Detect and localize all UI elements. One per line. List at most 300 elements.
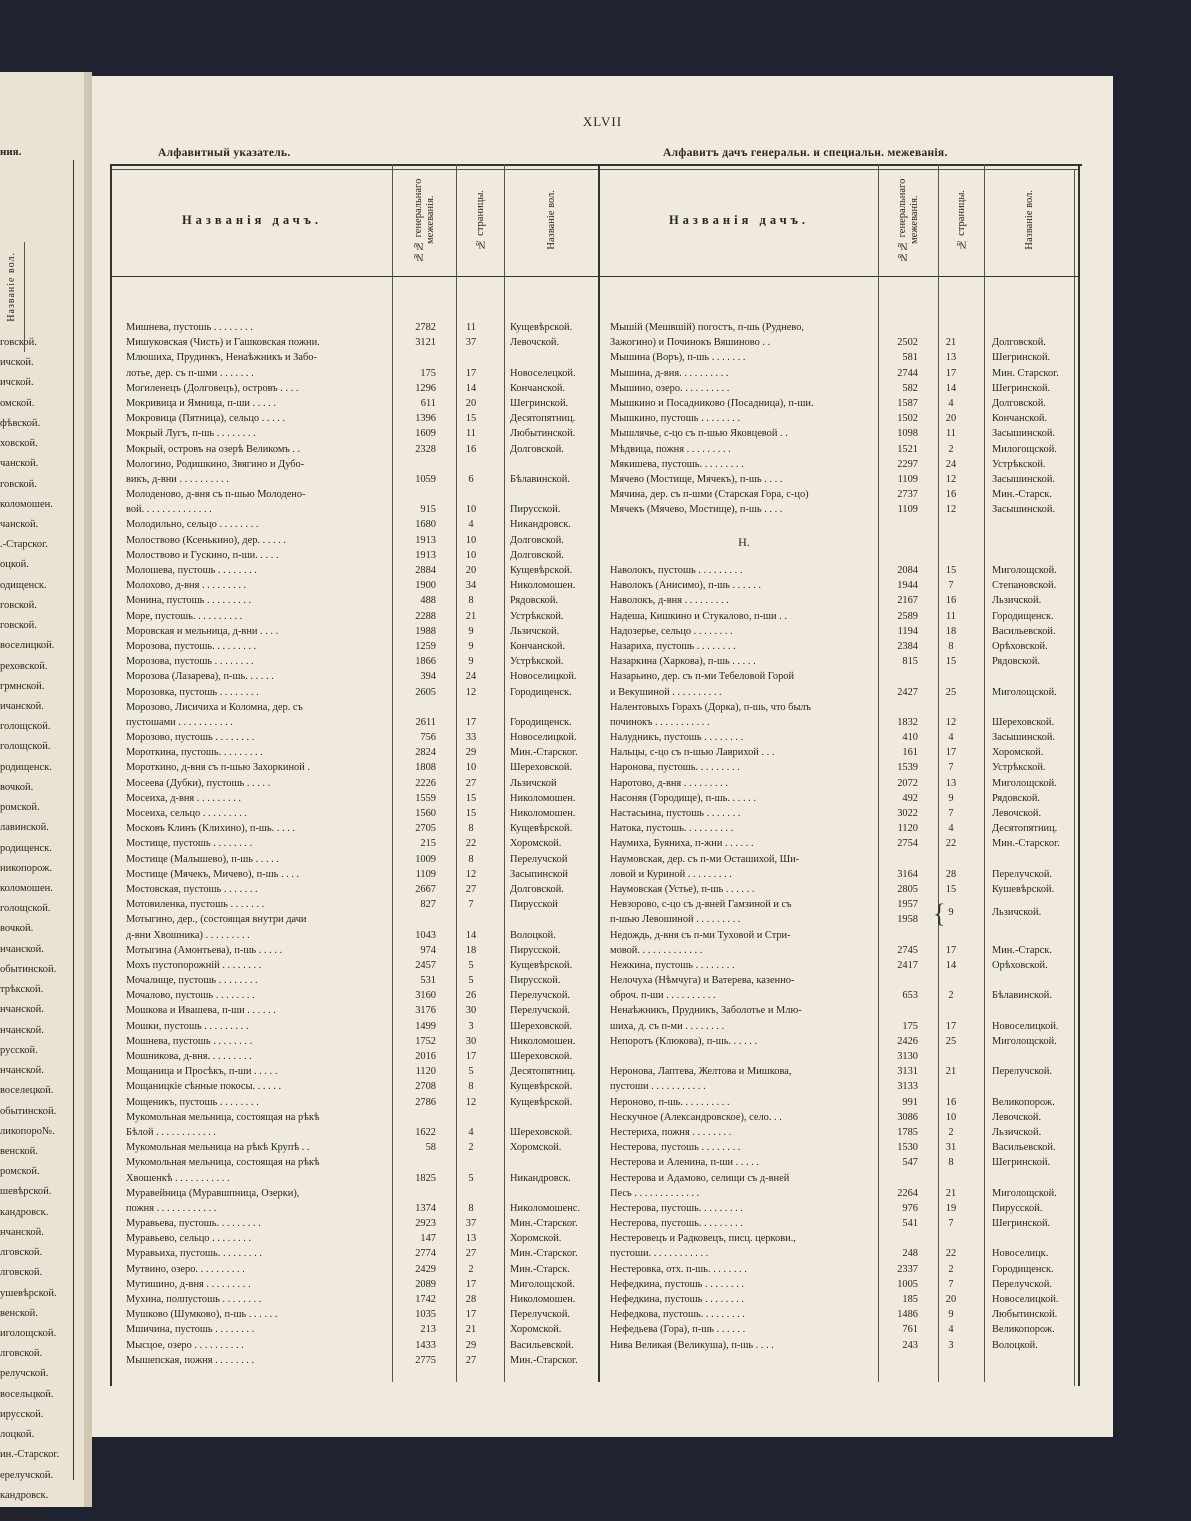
- prev-column-header: Названіе вол.: [4, 242, 25, 352]
- entry-general-number: 761: [902, 1324, 918, 1336]
- entry-general-number: 1433: [415, 1339, 436, 1351]
- entry-page-number: 9: [468, 656, 474, 668]
- entry-volost: Засыпинской: [510, 868, 568, 880]
- entry-page-number: 10: [945, 1111, 957, 1123]
- entry-page-number: 20: [465, 397, 477, 409]
- entry-name: оброч. п-ши . . . . . . . . . .: [610, 990, 716, 1002]
- entry-page-number: 8: [948, 1157, 954, 1169]
- entry-page-number: 15: [465, 413, 477, 425]
- entry-general-number: 1043: [415, 929, 436, 941]
- entry-volost: Десятопятниц.: [510, 1066, 576, 1078]
- entry-volost: Любытинской.: [992, 1309, 1058, 1321]
- entry-volost: Пирусской.: [510, 975, 561, 987]
- entry-page-number: 14: [945, 959, 957, 971]
- header-gen-left: №№ генеральнаго межеванія.: [412, 178, 436, 262]
- prev-fragment: релучской.: [0, 1368, 49, 1380]
- entry-name: Нескучное (Александровское), село. . .: [610, 1111, 782, 1123]
- entry-volost: Орѣховской.: [992, 640, 1048, 652]
- prev-fragment: родищенск.: [0, 761, 52, 773]
- entry-name: Назариха, пустошь . . . . . . . .: [610, 640, 736, 652]
- entry-name: Зажогино) и Починокъ Вяшиново . .: [610, 337, 771, 349]
- entry-name: Мутишино, д-вня . . . . . . . . .: [126, 1278, 251, 1290]
- entry-volost: Милогощской.: [992, 443, 1057, 455]
- prev-fragment: реховской.: [0, 660, 48, 672]
- entry-name: Могиленецъ (Долговецъ), островъ . . . .: [126, 382, 299, 394]
- entry-general-number: 541: [902, 1218, 918, 1230]
- entry-volost: Новоселицк.: [992, 1248, 1049, 1260]
- entry-name: Наумовская (Устье), п-шь . . . . . .: [610, 883, 755, 895]
- entry-name: Морозовка, пустошь . . . . . . . .: [126, 686, 259, 698]
- entry-general-number: 2384: [897, 640, 918, 652]
- entry-general-number: 2417: [897, 959, 918, 971]
- prev-fragment: нчанской.: [0, 943, 44, 955]
- entry-volost: Устрѣкской.: [510, 656, 564, 668]
- entry-page-number: 16: [945, 595, 957, 607]
- entry-general-number: 2754: [897, 838, 918, 850]
- entry-name: Муравьево, сельцо . . . . . . . .: [126, 1233, 252, 1245]
- entry-general-number: 2775: [415, 1354, 436, 1366]
- entry-volost: Льзичской.: [992, 1126, 1042, 1138]
- entry-general-number: 1913: [415, 534, 436, 546]
- entry-volost: Васильевской.: [992, 625, 1056, 637]
- entry-name: Морозово, Лисичиха и Коломна, дер. съ: [126, 701, 303, 713]
- entry-volost: Волоцкой.: [510, 929, 556, 941]
- entry-general-number: 1521: [897, 443, 918, 455]
- entry-name: Мутвино, озеро. . . . . . . . . .: [126, 1263, 245, 1275]
- entry-name: Мышина, д-вня. . . . . . . . . .: [610, 367, 729, 379]
- entry-name: Мишнева, пустошь . . . . . . . .: [126, 322, 253, 333]
- entry-name: Нефедьева (Гора), п-шь . . . . . .: [610, 1324, 746, 1336]
- entry-name: пустошами . . . . . . . . . . .: [126, 716, 233, 728]
- entry-page-number: 6: [468, 473, 474, 485]
- entry-general-number: 1098: [897, 428, 918, 440]
- entry-page-number: 13: [945, 352, 957, 364]
- entry-name: Мощаница и Просѣкъ, п-ши . . . . .: [126, 1066, 278, 1078]
- frame-right-rule-inner: [1074, 169, 1075, 1386]
- header-names-right: Названія дачъ.: [668, 212, 810, 227]
- prev-fragment: никопорож.: [0, 862, 53, 874]
- entry-volost: Кущевѣрской.: [510, 1081, 573, 1093]
- entry-volost: Бѣлавинской.: [992, 990, 1052, 1002]
- entry-general-number: 3086: [897, 1111, 918, 1123]
- entry-general-number: 1009: [415, 853, 436, 865]
- entry-page-number: 27: [465, 883, 477, 895]
- entry-page-number: 11: [945, 428, 956, 440]
- entry-general-number: 1296: [415, 382, 436, 394]
- prev-fragment: обытинской.: [0, 963, 57, 975]
- entry-volost: Орѣховской.: [992, 959, 1048, 971]
- entry-name: шиха, д. съ п-ми . . . . . . . .: [610, 1020, 725, 1032]
- entry-name: Мосеиха, сельцо . . . . . . . . .: [126, 808, 247, 819]
- prev-fragment: воселецкой.: [0, 1085, 54, 1097]
- entry-volost: Пирусской.: [510, 944, 561, 956]
- entry-name: Нестериха, пожня . . . . . . . .: [610, 1126, 732, 1138]
- entry-name: Надеша, Кишкино и Стукалово, п-ши . .: [610, 610, 788, 622]
- entry-general-number: 2611: [415, 716, 436, 728]
- entry-volost: Николомошен.: [510, 580, 576, 592]
- entry-volost: Шегринской.: [992, 382, 1051, 394]
- entry-general-number: 3164: [897, 868, 918, 880]
- entry-page-number: 37: [465, 1218, 477, 1230]
- header-page-left: № страницы.: [474, 190, 486, 250]
- entry-name: Нестерова, пустошь. . . . . . . . .: [610, 1202, 743, 1214]
- entry-name: п-шью Левошиной . . . . . . . . .: [610, 914, 741, 926]
- entry-general-number: 175: [902, 1020, 918, 1032]
- header-vol-left: Названіе вол.: [545, 190, 557, 250]
- entry-general-number: 915: [420, 504, 436, 516]
- entry-name: Мочалово, пустошь . . . . . . . .: [126, 990, 255, 1002]
- entry-name: Натока, пустошь. . . . . . . . . .: [610, 823, 734, 835]
- entry-name: Невзорово, с-цо съ д-вней Гамзиной и съ: [610, 899, 792, 911]
- entry-volost: Шереховской.: [510, 1020, 573, 1032]
- entry-volost: Засышинской.: [992, 473, 1056, 485]
- entry-page-number: 24: [465, 671, 477, 683]
- entry-volost: Шереховской.: [510, 1051, 573, 1062]
- entry-general-number: 1194: [897, 625, 918, 637]
- prev-fragment: кандровск.: [0, 1206, 49, 1218]
- entry-name: Морозова, пустошь . . . . . . . .: [126, 656, 254, 668]
- entry-name: Мощаницкіе сѣнные покосы. . . . . .: [126, 1081, 282, 1093]
- entry-volost: Мин. Старског.: [992, 367, 1059, 379]
- entry-general-number: 2605: [415, 686, 436, 698]
- entry-general-number: 2457: [415, 959, 436, 971]
- entry-volost: Николомошен.: [510, 808, 576, 819]
- entry-general-number: 531: [420, 975, 436, 987]
- prev-fragment: кандровск.: [0, 1489, 49, 1501]
- entry-name: и Векушиной . . . . . . . . . .: [610, 686, 722, 698]
- entry-volost: Шереховской.: [992, 716, 1055, 728]
- entry-name: Настасьина, пустошь . . . . . . .: [610, 808, 741, 819]
- entry-volost: Кущевѣрской.: [510, 823, 573, 835]
- entry-page-number: 12: [945, 473, 957, 485]
- entry-general-number: 581: [902, 352, 918, 364]
- entry-name: Мочалище, пустошь . . . . . . . .: [126, 975, 258, 987]
- entry-general-number: 2084: [897, 565, 918, 576]
- entry-name: д-вни Хвошника) . . . . . . . . .: [126, 929, 250, 941]
- prev-fragment: ичской.: [0, 377, 34, 389]
- entry-page-number: 16: [945, 489, 957, 501]
- entry-name: Нелочуха (Нѣмчуга) и Ватерева, казенно-: [610, 975, 795, 987]
- entry-general-number: 1259: [415, 640, 436, 652]
- entry-general-number: 1560: [415, 808, 436, 819]
- prev-fragment: ичанской.: [0, 701, 44, 713]
- entry-general-number: 3133: [897, 1081, 918, 1093]
- entry-general-number: 3130: [897, 1051, 918, 1062]
- entry-page-number: 8: [468, 823, 474, 835]
- entry-name: Молоствово (Ксенькино), дер. . . . . .: [126, 534, 286, 546]
- entry-general-number: 2705: [415, 823, 436, 835]
- col-divider: [984, 164, 985, 1382]
- entry-name: Мокровица (Пятница), сельцо . . . . .: [126, 413, 286, 425]
- entry-general-number: 976: [902, 1202, 918, 1214]
- entry-volost: Льзичской.: [992, 907, 1042, 919]
- prev-fragment: русской.: [0, 1044, 38, 1056]
- prev-fragment: нчанской.: [0, 1024, 44, 1036]
- entry-page-number: 17: [465, 367, 477, 379]
- entry-volost: Васильевской.: [992, 1142, 1056, 1154]
- entry-name: Наволокъ, пустошь . . . . . . . . .: [610, 565, 743, 576]
- entry-general-number: 2708: [415, 1081, 436, 1093]
- entry-general-number: 3121: [415, 337, 436, 349]
- entry-page-number: 16: [945, 1096, 957, 1108]
- entry-name: Московъ Клинъ (Клихино), п-шь. . . . .: [126, 823, 296, 835]
- entry-volost: Шегринской.: [992, 1218, 1051, 1230]
- entry-volost: Мин.-Старског.: [510, 1218, 578, 1230]
- entry-general-number: 1109: [415, 868, 436, 880]
- entry-volost: Николомошен.: [510, 1035, 576, 1047]
- entry-general-number: 394: [420, 671, 436, 683]
- entry-general-number: 1958: [897, 914, 918, 926]
- entry-name: Мячекъ (Мячево, Мостище), п-шь . . . .: [610, 504, 783, 516]
- entry-volost: Перелучской.: [510, 1005, 571, 1017]
- entry-name: Мукомольная мельница, состоящая на рѣкѣ: [126, 1157, 320, 1169]
- entry-name: Налудникъ, пустошь . . . . . . . .: [610, 732, 744, 744]
- entry-page-number: 17: [945, 747, 957, 759]
- entry-name: Нефедкова, пустошь. . . . . . . . .: [610, 1309, 745, 1321]
- entry-page-number: 8: [468, 1081, 474, 1093]
- entry-general-number: 991: [902, 1096, 918, 1108]
- entry-page-number: 14: [465, 382, 477, 394]
- entry-volost: Перелучской.: [992, 1278, 1053, 1290]
- entry-volost: Левочской.: [992, 1111, 1042, 1123]
- prev-fragment: восельцкой.: [0, 1388, 54, 1400]
- prev-fragment: венской.: [0, 1145, 38, 1157]
- entry-volost: Городищенск.: [992, 610, 1054, 622]
- entry-volost: Левочской.: [510, 337, 560, 349]
- entry-name: Мотыгино, дер., (состоящая внутри дачи: [126, 914, 307, 926]
- entry-volost: Засышинской.: [992, 504, 1056, 516]
- entry-name: Мосеева (Дубки), пустошь . . . . .: [126, 777, 271, 789]
- prev-fragment: коломошен.: [0, 883, 53, 895]
- entry-name: Мышкино и Посадниково (Посадница), п-ши.: [610, 397, 814, 409]
- entry-general-number: 611: [420, 397, 436, 409]
- entry-page-number: 20: [945, 413, 957, 425]
- prev-frame-line: [73, 160, 74, 1480]
- entry-page-number: 17: [945, 367, 957, 379]
- prev-fragment: говской.: [0, 478, 37, 490]
- entry-general-number: 1374: [415, 1202, 436, 1214]
- frame-left-rule: [110, 164, 112, 1386]
- entry-name: Молохово, д-вня . . . . . . . . .: [126, 580, 247, 592]
- prev-fragment: голощской.: [0, 741, 51, 753]
- entry-page-number: 22: [465, 838, 477, 850]
- entry-page-number: 12: [945, 504, 957, 516]
- entry-general-number: 147: [420, 1233, 436, 1245]
- entry-page-number: 15: [465, 792, 477, 804]
- entry-page-number: 24: [945, 458, 957, 470]
- entry-name: Мокрый, островъ на озерѣ Великомъ . .: [126, 443, 301, 455]
- entry-general-number: 1742: [415, 1294, 436, 1305]
- entry-name: Мотыгина (Амонтьева), п-шь . . . . .: [126, 944, 283, 956]
- entry-volost: Мин.-Старског.: [510, 1354, 578, 1366]
- section-letter: Н.: [738, 534, 750, 549]
- entry-name: Хвошенкѣ . . . . . . . . . . .: [126, 1172, 230, 1184]
- entry-name: Наротово, д-вня . . . . . . . . .: [610, 777, 728, 789]
- entry-page-number: 14: [945, 382, 957, 394]
- entry-page-number: 9: [468, 640, 474, 652]
- entry-page-number: 15: [945, 656, 957, 668]
- entry-page-number: 9: [948, 907, 954, 919]
- entry-general-number: 492: [902, 792, 918, 804]
- entry-volost: Левочской.: [992, 808, 1042, 819]
- entry-general-number: 1035: [415, 1309, 436, 1321]
- entry-general-number: 2089: [415, 1278, 436, 1290]
- entry-volost: Кущевѣрской.: [510, 322, 573, 333]
- entry-page-number: 4: [468, 1126, 474, 1138]
- entry-page-number: 30: [465, 1005, 477, 1017]
- entry-name: Мукомольная мельница, состоящая на рѣкѣ: [126, 1111, 320, 1123]
- entry-page-number: 11: [465, 322, 476, 333]
- entry-page-number: 17: [945, 944, 957, 956]
- entry-page-number: 7: [948, 580, 954, 592]
- entry-name: пустоши . . . . . . . . . . .: [610, 1081, 706, 1093]
- entry-general-number: 1530: [897, 1142, 918, 1154]
- entry-page-number: 8: [468, 595, 474, 607]
- entry-page-number: 21: [945, 337, 957, 349]
- entry-volost: Городищенск.: [510, 716, 572, 728]
- entry-volost: Бѣлавинской.: [510, 473, 570, 485]
- entry-page-number: 15: [945, 883, 957, 895]
- entry-volost: Хоромской.: [510, 1142, 562, 1154]
- entry-volost: Миголощской.: [992, 1187, 1057, 1199]
- entry-name: Мухина, полпустошь . . . . . . . .: [126, 1294, 262, 1305]
- entry-general-number: 1486: [897, 1309, 918, 1321]
- entry-volost: Льзичской.: [992, 595, 1042, 607]
- entry-volost: Устрѣкской.: [992, 458, 1046, 470]
- entry-name: Ненаѣжникъ, Прудникъ, Заболотье и Млю-: [610, 1005, 802, 1017]
- entry-volost: Перелучской.: [510, 990, 571, 1002]
- entry-name: Молошева, пустошь . . . . . . . .: [126, 565, 257, 576]
- entry-general-number: 2884: [415, 565, 436, 576]
- prev-fragment: трѣкской.: [0, 984, 44, 996]
- prev-fragment: говской.: [0, 599, 37, 611]
- entry-volost: Мин.-Старск.: [510, 1263, 570, 1275]
- entry-name: Наволокъ, д-вня . . . . . . . . .: [610, 595, 729, 607]
- entry-name: Мологино, Родишкино, Звягино и Дубо-: [126, 458, 305, 470]
- prev-fragment: голощской.: [0, 903, 51, 915]
- entry-name: Мысцое, озеро . . . . . . . . . .: [126, 1339, 244, 1351]
- entry-general-number: 2328: [415, 443, 436, 455]
- entry-name: Муравьиха, пустошь. . . . . . . . .: [126, 1248, 262, 1260]
- entry-volost: Хоромской.: [510, 1233, 562, 1245]
- entry-page-number: 21: [945, 1066, 957, 1078]
- prev-fragment: ромской.: [0, 1166, 40, 1178]
- entry-page-number: 4: [468, 519, 474, 531]
- entry-name: Мячина, дер. съ п-шми (Старская Гора, с-цо): [610, 489, 809, 501]
- prev-running-head: ния.: [0, 146, 22, 158]
- frame-right-rule: [1078, 164, 1080, 1386]
- entry-page-number: 27: [465, 1248, 477, 1260]
- entry-volost: Кущевѣрской.: [510, 565, 573, 576]
- entry-name: Мукомольная мельница на рѣкѣ Крупѣ . .: [126, 1142, 310, 1154]
- entry-general-number: 2297: [897, 458, 918, 470]
- entry-page-number: 18: [945, 625, 957, 637]
- entry-name: Наронова, пустошь. . . . . . . . .: [610, 762, 740, 774]
- entry-page-number: 33: [465, 732, 477, 744]
- entry-volost: Перелучской: [510, 853, 568, 865]
- entry-general-number: 1622: [415, 1126, 436, 1138]
- entry-name: Мшичина, пустошь . . . . . . . .: [126, 1324, 255, 1336]
- entry-volost: Кушевѣрской.: [992, 883, 1055, 895]
- entry-page-number: 15: [465, 808, 477, 819]
- entry-volost: Любытинской.: [510, 428, 576, 440]
- entry-page-number: 12: [465, 686, 477, 698]
- entry-page-number: 20: [945, 1294, 957, 1305]
- entry-volost: Миголощской.: [992, 1035, 1057, 1047]
- prev-fragment: ховской.: [0, 438, 38, 450]
- prev-fragment: ушевѣрской.: [0, 1287, 57, 1299]
- page-folio: XLVII: [582, 114, 623, 129]
- entry-page-number: 17: [465, 1051, 477, 1062]
- header-vol-right: Названіе вол.: [1023, 190, 1035, 250]
- entry-general-number: 2744: [897, 367, 918, 379]
- entry-general-number: 2337: [897, 1263, 918, 1275]
- prev-fragment: нчанской.: [0, 1226, 44, 1238]
- entry-general-number: 1499: [415, 1020, 436, 1032]
- entry-page-number: 14: [465, 929, 477, 941]
- prev-fragment: лавинской.: [0, 822, 49, 834]
- entry-name: Муравейница (Муравшпница, Озерки),: [126, 1187, 300, 1199]
- entry-page-number: 5: [468, 975, 474, 987]
- entry-page-number: 17: [465, 1309, 477, 1321]
- entry-general-number: 1609: [415, 428, 436, 440]
- brace-mark: {: [933, 899, 946, 929]
- entry-name: починокъ . . . . . . . . . . .: [610, 716, 710, 728]
- entry-general-number: 1059: [415, 473, 436, 485]
- entry-name: Мокрый Лугъ, п-шь . . . . . . . .: [126, 428, 256, 440]
- entry-name: вой. . . . . . . . . . . . . .: [126, 504, 212, 516]
- entry-volost: Мин.-Старск.: [992, 944, 1052, 956]
- entry-page-number: 29: [465, 747, 477, 759]
- entry-name: Неронова, Лаптева, Желтова и Мишкова,: [610, 1066, 792, 1078]
- entry-general-number: 1944: [897, 580, 918, 592]
- entry-name: Млюшиха, Прудинкъ, Ненаѣжникъ и Забо-: [126, 352, 317, 364]
- entry-page-number: 5: [468, 1172, 474, 1184]
- entry-volost: Кончанской.: [510, 640, 566, 652]
- entry-page-number: 28: [465, 1294, 477, 1305]
- entry-page-number: 34: [465, 580, 477, 592]
- entry-general-number: 815: [902, 656, 918, 668]
- entry-name: Мощеникъ, пустошь . . . . . . . .: [126, 1096, 259, 1108]
- entry-volost: Перелучской.: [992, 868, 1053, 880]
- entry-general-number: 410: [902, 732, 918, 744]
- entry-volost: Устрѣкской.: [510, 610, 564, 622]
- entry-general-number: 2288: [415, 610, 436, 622]
- header-page-right: № страницы.: [955, 190, 967, 250]
- entry-volost: Волоцкой.: [992, 1339, 1038, 1351]
- entry-page-number: 25: [945, 686, 957, 698]
- entry-general-number: 2667: [415, 883, 436, 895]
- entry-page-number: 15: [945, 565, 957, 576]
- entry-page-number: 4: [948, 732, 954, 744]
- entry-page-number: 12: [465, 868, 477, 880]
- entry-page-number: 29: [465, 1339, 477, 1351]
- entry-page-number: 10: [465, 504, 477, 516]
- entry-general-number: 2774: [415, 1248, 436, 1260]
- entry-page-number: 9: [468, 625, 474, 637]
- entry-general-number: 161: [902, 747, 918, 759]
- entry-page-number: 37: [465, 337, 477, 349]
- entry-page-number: 16: [465, 443, 477, 455]
- entry-volost: Устрѣкской.: [992, 762, 1046, 774]
- prev-fragment: шевѣрской.: [0, 1186, 52, 1198]
- col-divider: [504, 164, 505, 1382]
- entry-volost: Пирусской.: [992, 1202, 1043, 1214]
- header-names-left: Названія дачъ.: [181, 212, 323, 227]
- entry-name: Мишуковская (Чисть) и Гашковская пожни.: [126, 337, 320, 349]
- entry-name: Мосеиха, д-вня . . . . . . . . .: [126, 792, 241, 804]
- entry-page-number: 20: [465, 565, 477, 576]
